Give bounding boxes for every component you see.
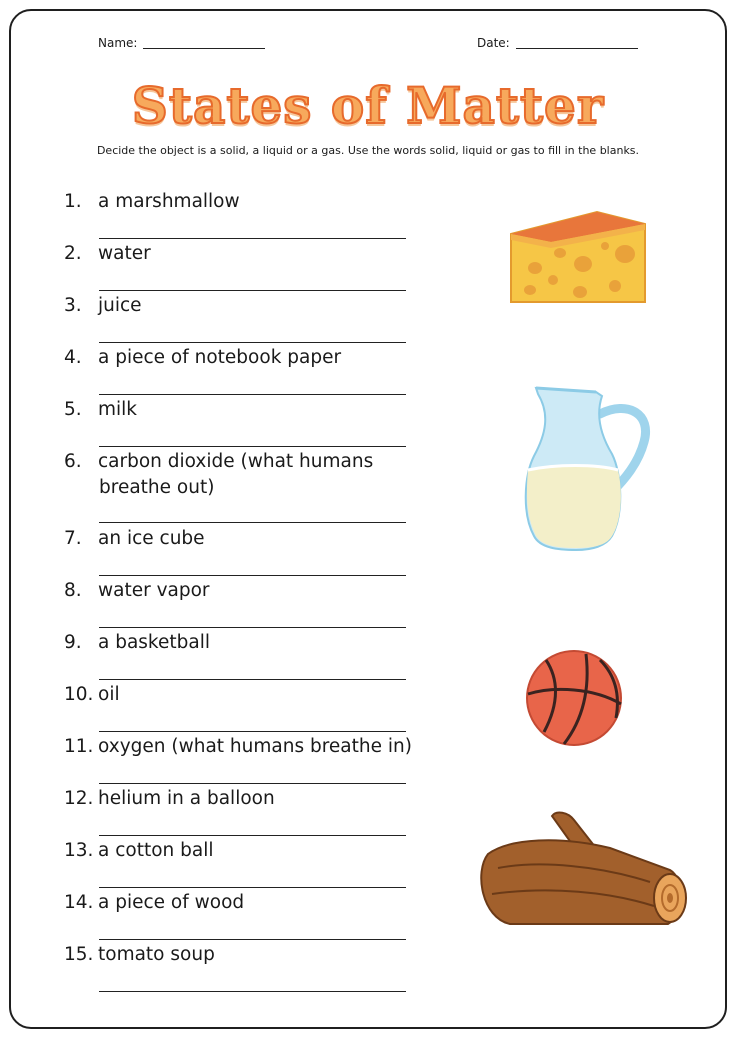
question-text: juice: [98, 295, 142, 316]
question-number: 6.: [64, 451, 82, 472]
question-text: tomato soup: [98, 944, 215, 965]
answer-line-7[interactable]: [99, 575, 406, 576]
name-field: [98, 36, 265, 50]
name-blank[interactable]: [143, 36, 265, 49]
answer-line-3[interactable]: [99, 342, 406, 343]
question-text: a cotton ball: [98, 840, 214, 861]
question-text: a marshmallow: [98, 191, 240, 212]
question-number: 8.: [64, 580, 82, 601]
question-number: 13.: [64, 840, 94, 861]
milk-pitcher-icon: [516, 384, 652, 554]
date-label: Date:: [477, 36, 510, 50]
question-number: 9.: [64, 632, 82, 653]
question-number: 5.: [64, 399, 82, 420]
basketball-icon: [524, 648, 626, 748]
question-11: [64, 734, 424, 760]
answer-line-9[interactable]: [99, 679, 406, 680]
question-10: [64, 682, 424, 708]
question-4: [64, 345, 424, 371]
answer-line-12[interactable]: [99, 835, 406, 836]
question-text: milk: [98, 399, 138, 420]
question-14: [64, 890, 424, 916]
answer-line-11[interactable]: [99, 783, 406, 784]
question-number: 15.: [64, 944, 94, 965]
question-text: helium in a balloon: [98, 788, 275, 809]
answer-line-13[interactable]: [99, 887, 406, 888]
instructions: Decide the object is a solid, a liquid or a gas. Use the words solid, liquid or gas to fill in the blanks.: [96, 144, 640, 157]
answer-line-14[interactable]: [99, 939, 406, 940]
question-6: [64, 449, 424, 501]
question-number: 3.: [64, 295, 82, 316]
question-text: an ice cube: [98, 528, 205, 549]
question-number: 1.: [64, 191, 82, 212]
cheese-icon: [505, 208, 651, 310]
question-number: 7.: [64, 528, 82, 549]
answer-line-6[interactable]: [99, 522, 406, 523]
question-number: 14.: [64, 892, 94, 913]
date-blank[interactable]: [516, 36, 638, 49]
question-text: water vapor: [98, 580, 210, 601]
answer-line-4[interactable]: [99, 394, 406, 395]
question-1: [64, 189, 424, 215]
question-number: 12.: [64, 788, 94, 809]
question-12: [64, 786, 424, 812]
question-text: a basketball: [98, 632, 210, 653]
answer-line-10[interactable]: [99, 731, 406, 732]
question-3: [64, 293, 424, 319]
name-label: Name:: [98, 36, 138, 50]
question-9: [64, 630, 424, 656]
question-text: carbon dioxide (what humans: [98, 451, 374, 472]
question-text: oil: [98, 684, 120, 705]
question-number: 4.: [64, 347, 82, 368]
question-8: [64, 578, 424, 604]
question-text: water: [98, 243, 151, 264]
question-15: [64, 942, 424, 968]
page-title: States of Matter: [131, 76, 605, 135]
question-text: oxygen (what humans breathe in): [98, 736, 412, 757]
question-text: a piece of notebook paper: [98, 347, 342, 368]
question-2: [64, 241, 424, 267]
answer-line-1[interactable]: [99, 238, 406, 239]
question-text-continued: breathe out): [99, 477, 215, 498]
question-number: 2.: [64, 243, 82, 264]
date-field: [477, 36, 638, 50]
wood-log-icon: [470, 808, 694, 936]
answer-line-8[interactable]: [99, 627, 406, 628]
question-number: 11.: [64, 736, 94, 757]
question-5: [64, 397, 424, 423]
answer-line-2[interactable]: [99, 290, 406, 291]
answer-line-5[interactable]: [99, 446, 406, 447]
question-13: [64, 838, 424, 864]
question-7: [64, 526, 424, 552]
answer-line-15[interactable]: [99, 991, 406, 992]
question-number: 10.: [64, 684, 94, 705]
question-text: a piece of wood: [98, 892, 245, 913]
